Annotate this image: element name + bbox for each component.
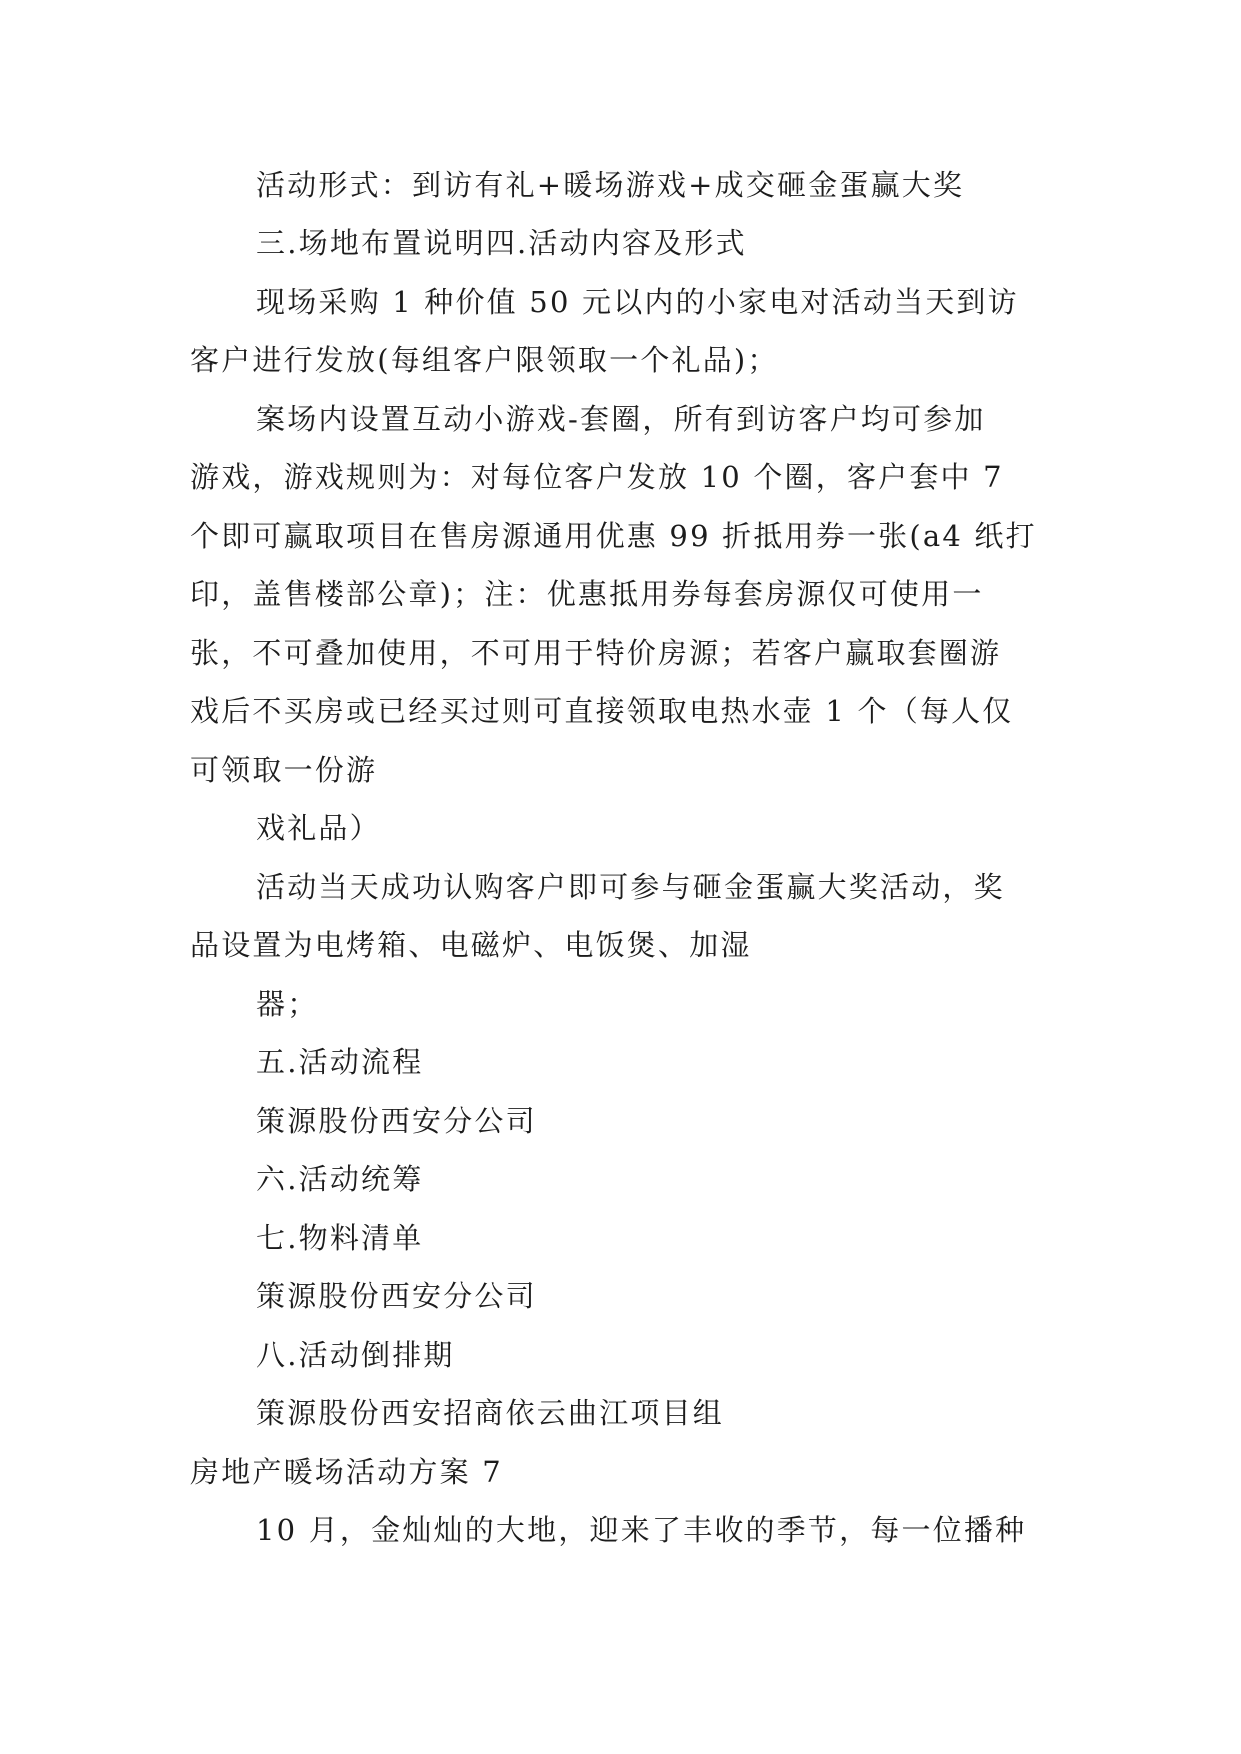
paragraph-game-line-1: 案场内设置互动小游戏-套圈，所有到访客户均可参加 (256, 402, 986, 436)
activity-format-line: 活动形式：到访有礼+暖场游戏+成交砸金蛋赢大奖 (256, 168, 965, 202)
paragraph-game-line-2: 游戏，游戏规则为：对每位客户发放 10 个圈，客户套中 7 (190, 460, 1004, 494)
company-name: 策源股份西安分公司 (256, 1104, 537, 1138)
section-heading-venue-content: 三.场地布置说明四.活动内容及形式 (256, 226, 747, 260)
paragraph-gift-line-2: 客户进行发放(每组客户限领取一个礼品)； (190, 343, 779, 377)
paragraph-egg-line-3: 器； (256, 987, 319, 1021)
paragraph-gift-line-1: 现场采购 1 种价值 50 元以内的小家电对活动当天到访 (256, 285, 1019, 319)
paragraph-game-line-5: 张，不可叠加使用，不可用于特价房源；若客户赢取套圈游 (190, 636, 1002, 670)
paragraph-egg-line-1: 活动当天成功认购客户即可参与砸金蛋赢大奖活动，奖 (256, 870, 1005, 904)
paragraph-game-line-7: 可领取一份游 (190, 753, 378, 787)
section-heading-process: 五.活动流程 (256, 1045, 424, 1079)
project-team-name: 策源股份西安招商依云曲江项目组 (256, 1396, 725, 1430)
paragraph-game-line-4: 印，盖售楼部公章)；注：优惠抵用券每套房源仅可使用一 (190, 577, 984, 611)
document-title: 房地产暖场活动方案 7 (190, 1455, 503, 1489)
paragraph-game-line-6: 戏后不买房或已经买过则可直接领取电热水壶 1 个（每人仅 (190, 694, 1014, 728)
section-heading-coordination: 六.活动统筹 (256, 1162, 424, 1196)
section-heading-materials: 七.物料清单 (256, 1221, 424, 1255)
company-name: 策源股份西安分公司 (256, 1279, 537, 1313)
paragraph-game-line-8: 戏礼品） (256, 811, 381, 845)
section-heading-schedule: 八.活动倒排期 (256, 1338, 455, 1372)
paragraph-game-line-3: 个即可赢取项目在售房源通用优惠 99 折抵用券一张(a4 纸打 (190, 519, 1037, 553)
paragraph-egg-line-2: 品设置为电烤箱、电磁炉、电饭煲、加湿 (190, 928, 752, 962)
intro-paragraph-line-1: 10 月，金灿灿的大地，迎来了丰收的季节，每一位播种 (256, 1513, 1027, 1547)
